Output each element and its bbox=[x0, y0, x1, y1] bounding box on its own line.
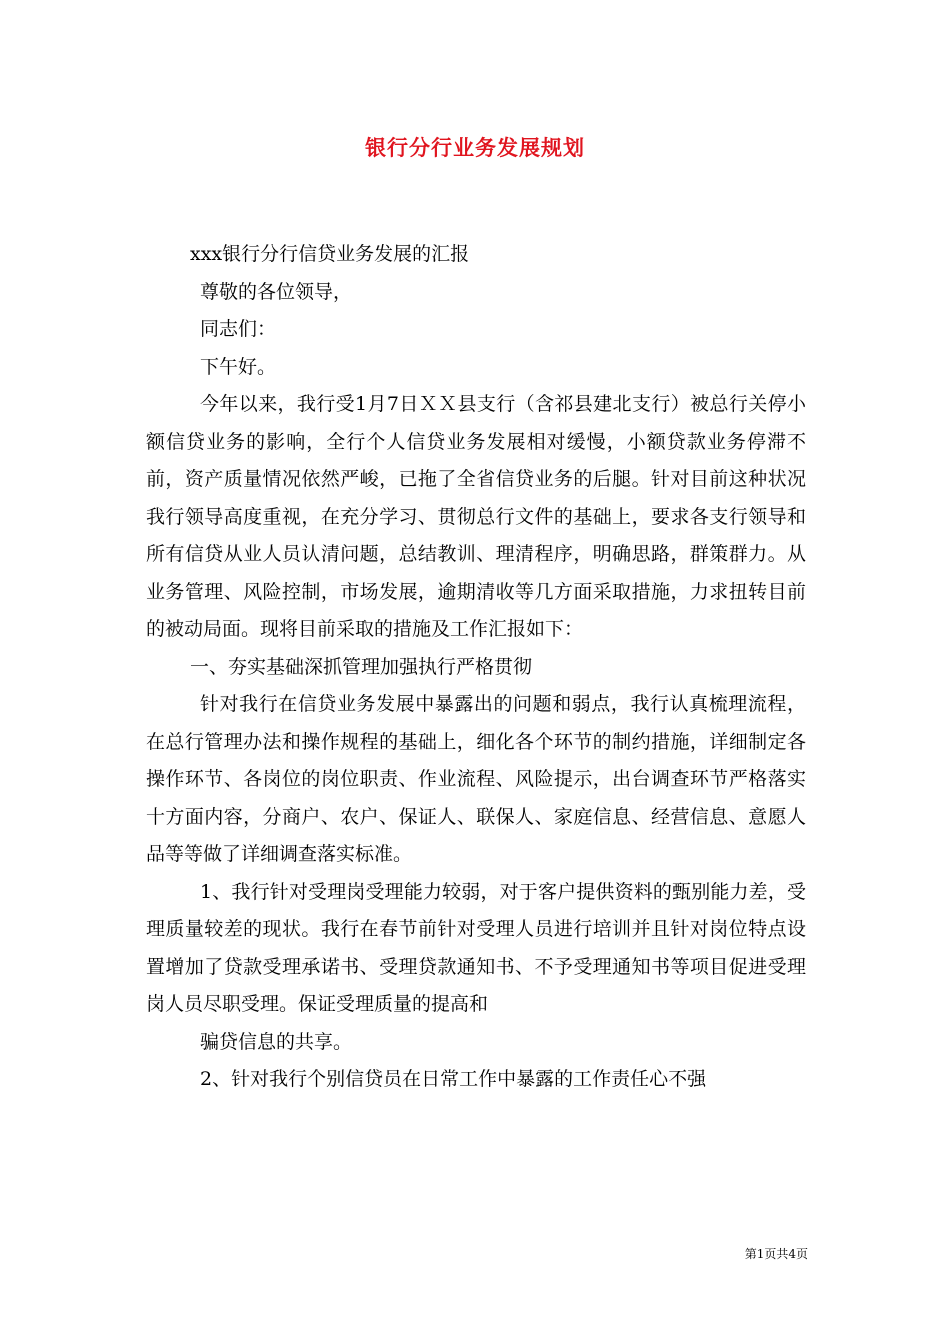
document-body bbox=[146, 236, 806, 1099]
list-item-2: 2、针对我行个别信贷员在日常工作中暴露的工作责任心不强 bbox=[200, 1068, 707, 1090]
list-item-1: 1、我行针对受理岗受理能力较弱，对于客户提供资料的甄别能力差，受理质量较差的现状。我行在春节前针对受理人员进行培训并且针对岗位特点设置增加了贷款受理承诺书、受理贷款通知书、不予受理通知书等项目促进受理岗人员尽职受理。保证受理质量的提高和 bbox=[146, 880, 806, 1015]
paragraph-section-1: 针对我行在信贷业务发展中暴露出的问题和弱点，我行认真梳理流程，在总行管理办法和操作规程的基础上，细化各个环节的制约措施，详细制定各操作环节、各岗位的岗位职责、作业流程、风险提示，出台调查环节严格落实十方面内容，分商户、农户、保证人、联保人、家庭信息、经营信息、意愿人品等等做了详细调查落实标准。 bbox=[146, 693, 806, 865]
document-title: 银行分行业务发展规划 bbox=[365, 135, 585, 160]
salutation-comrades: 同志们： bbox=[200, 318, 277, 340]
report-heading: xxx银行分行信贷业务发展的汇报 bbox=[190, 243, 470, 265]
page-number: 第1页共4页 bbox=[744, 1247, 808, 1261]
greeting: 下午好。 bbox=[200, 355, 277, 378]
list-item-1-continued: 骗贷信息的共享。 bbox=[200, 1030, 353, 1053]
salutation-leaders: 尊敬的各位领导， bbox=[200, 280, 353, 303]
section-heading-1: 一、夯实基础深抓管理加强执行严格贯彻 bbox=[190, 655, 533, 678]
paragraph-intro: 今年以来，我行受1月7日ＸＸ县支行（含祁县建北支行）被总行关停小额信贷业务的影响，全行个人信贷业务发展相对缓慢，小额贷款业务停滞不前，资产质量情况依然严峻，已拖了全省信贷业务的后腿。针对目前这种状况我行领导高度重视，在充分学习、贯彻总行文件的基础上，要求各支行领导和所有信贷从业人员认清问题，总结教训、理清程序，明确思路，群策群力。从业务管理、风险控制，市场发展，逾期清收等几方面采取措施，力求扭转目前的被动局面。现将目前采取的措施及工作汇报如下： bbox=[146, 393, 806, 640]
